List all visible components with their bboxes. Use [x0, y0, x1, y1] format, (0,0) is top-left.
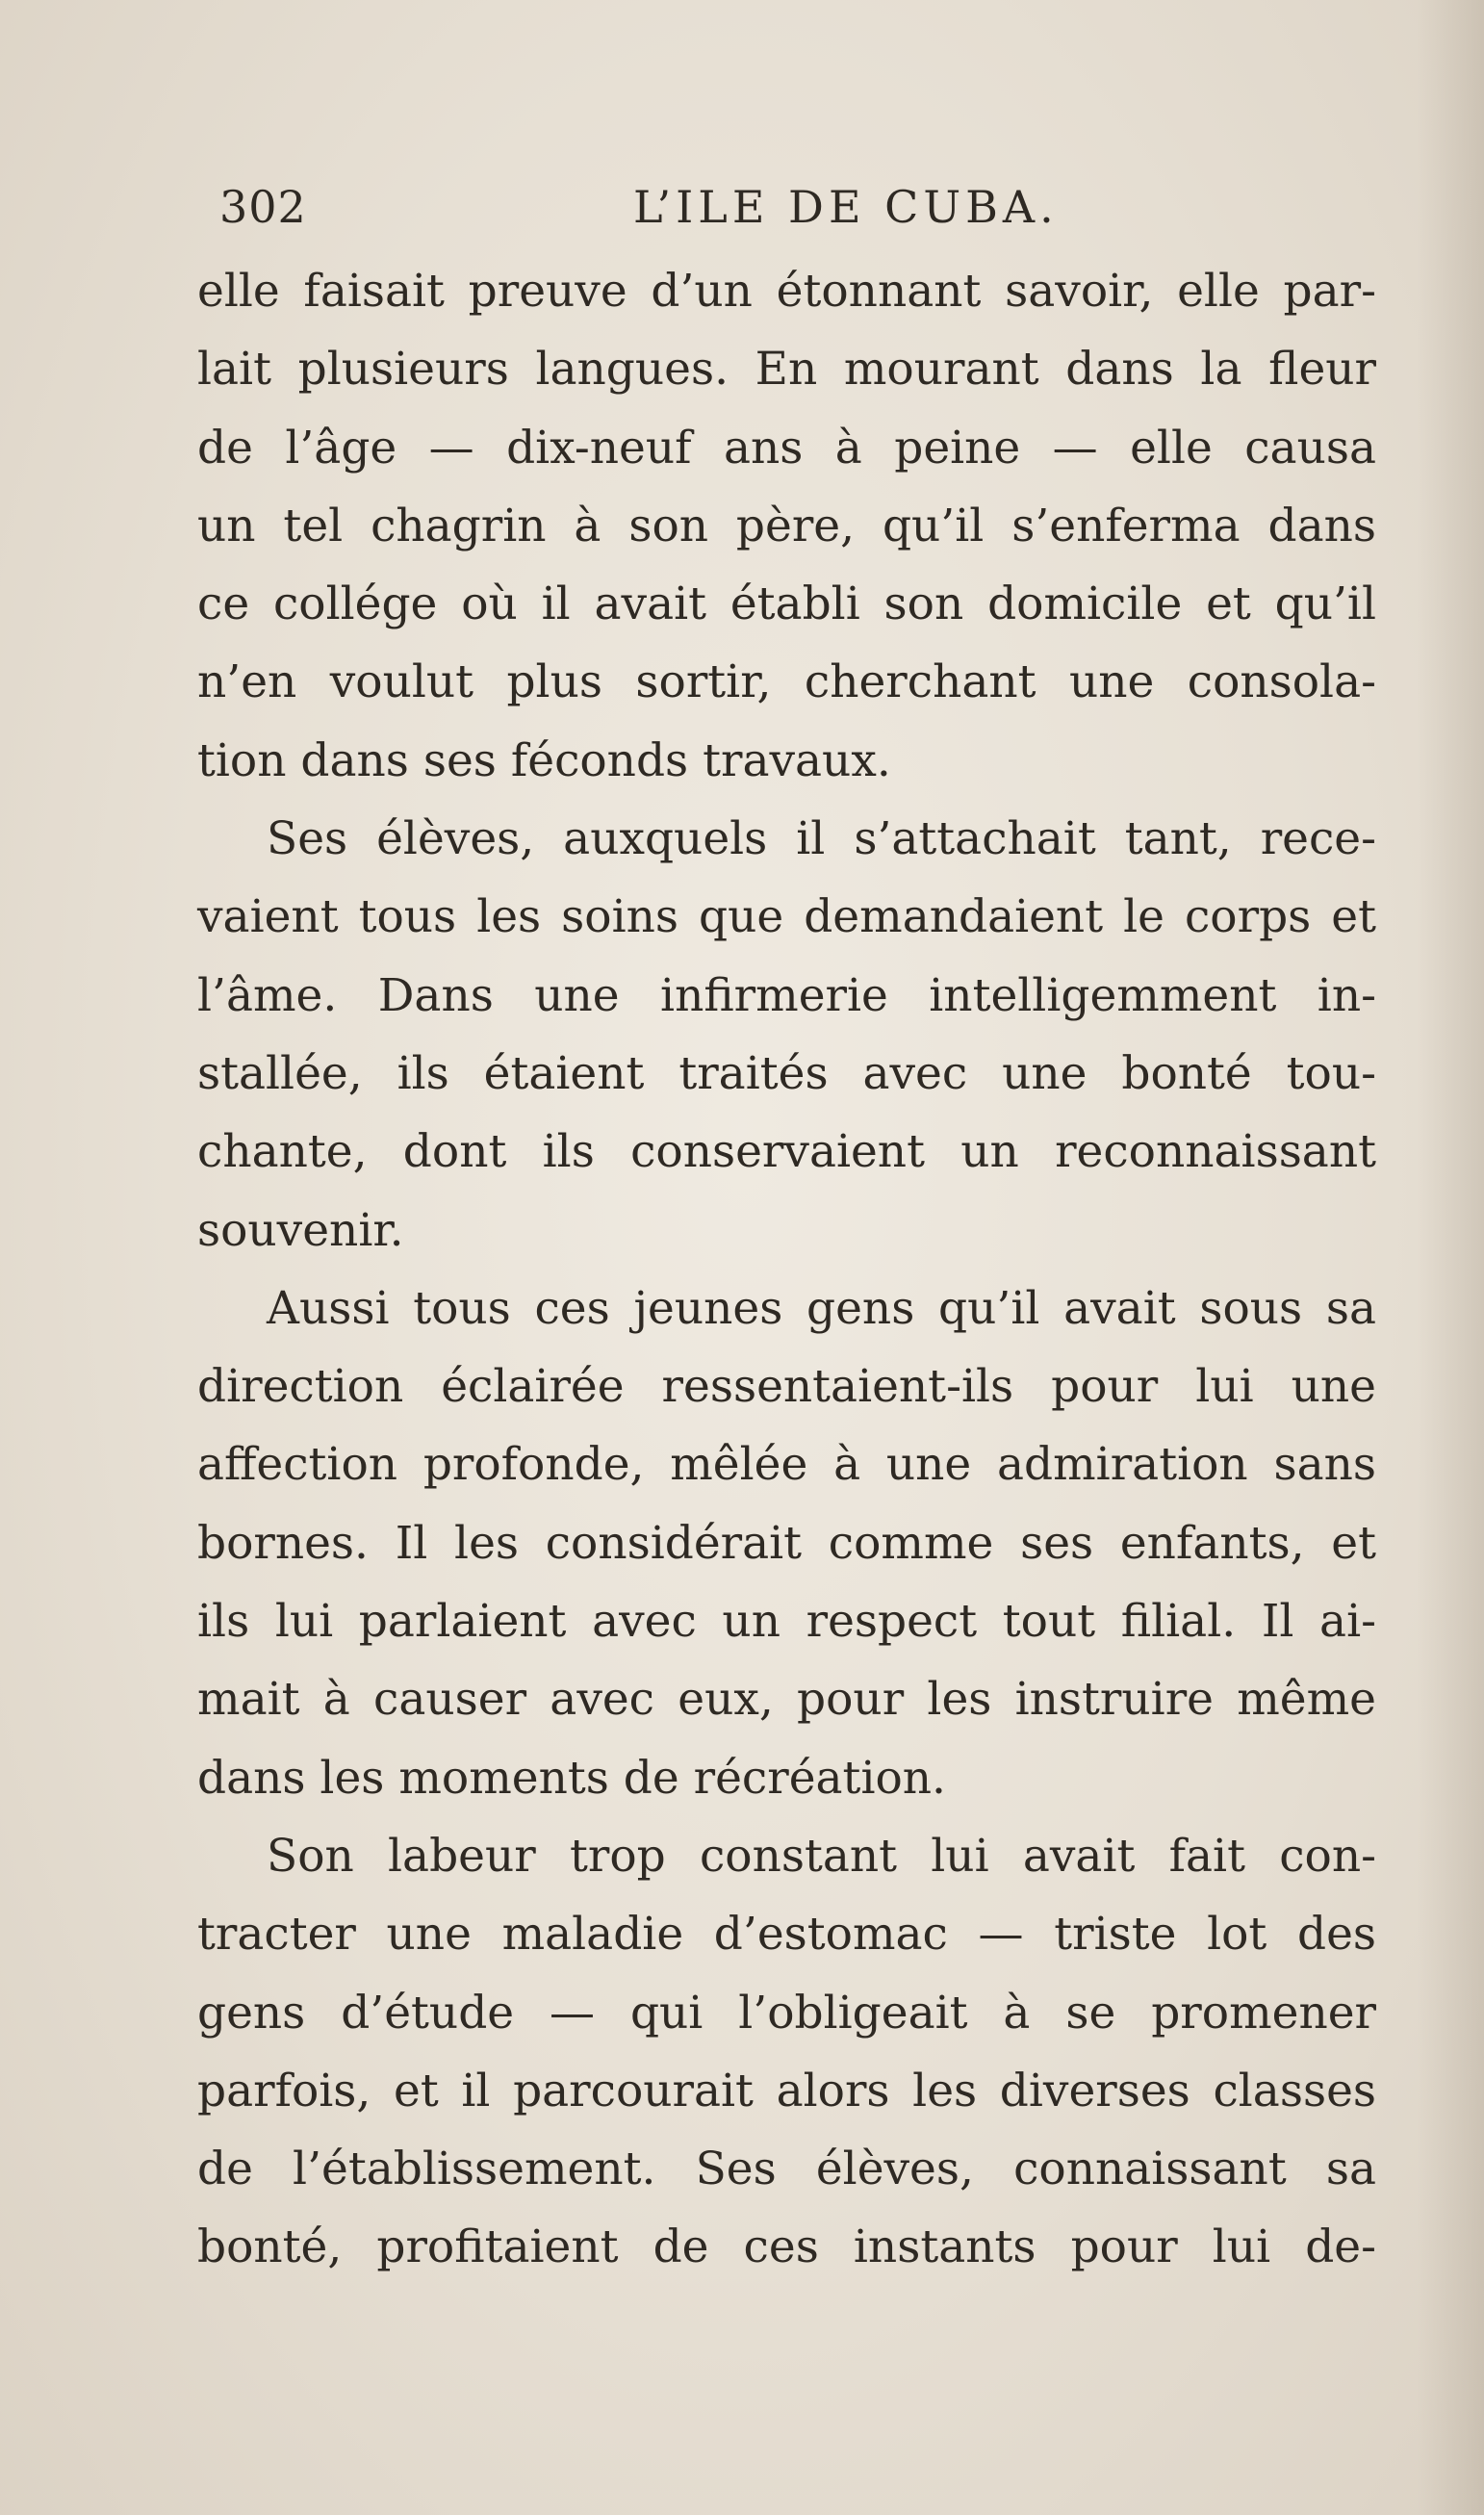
- text-line: mait à causer avec eux, pour les instruire même: [197, 1673, 1376, 1727]
- running-title: L’ILE DE CUBA.: [633, 181, 1059, 233]
- text-line: stallée, ils étaient traités avec une bonté tou-: [197, 1046, 1376, 1100]
- text-line: chante, dont ils conservaient un reconnaissant: [197, 1125, 1376, 1179]
- text-line: tracter une maladie d’estomac — triste lot des: [197, 1908, 1376, 1962]
- paragraph-start-line: Aussi tous ces jeunes gens qu’il avait sous sa: [267, 1281, 1376, 1335]
- paragraph-start-line: Son labeur trop constant lui avait fait con-: [267, 1829, 1376, 1883]
- text-line: bornes. Il les considérait comme ses enfants, et: [197, 1516, 1376, 1570]
- page-edge-shadow: [1417, 0, 1484, 2515]
- text-line: un tel chagrin à son père, qu’il s’enferma dans: [197, 499, 1376, 552]
- text-line: de l’âge — dix-neuf ans à peine — elle causa: [197, 421, 1376, 475]
- text-line: de l’établissement. Ses élèves, connaissant sa: [197, 2143, 1376, 2196]
- body-text: [197, 252, 1376, 2287]
- paragraph-end-line: dans les moments de récréation.: [197, 1751, 946, 1805]
- page-header: [219, 181, 1355, 239]
- text-line: bonté, profitaient de ces instants pour lui de-: [197, 2220, 1376, 2274]
- text-line: direction éclairée ressentaient-ils pour lui une: [197, 1360, 1376, 1414]
- text-line: parfois, et il parcourait alors les diverses classes: [197, 2064, 1376, 2117]
- text-line: vaient tous les soins que demandaient le corps et: [197, 890, 1376, 944]
- paragraph-start-line: Ses élèves, auxquels il s’attachait tant, rece-: [267, 812, 1376, 866]
- paragraph-end-line: souvenir.: [197, 1203, 404, 1257]
- text-line: lait plusieurs langues. En mourant dans la fleur: [197, 343, 1376, 397]
- text-line: ce collége où il avait établi son domicile et qu’il: [197, 577, 1376, 631]
- text-line: ils lui parlaient avec un respect tout filial. Il ai-: [197, 1595, 1376, 1649]
- text-line: gens d’étude — qui l’obligeait à se promener: [197, 1986, 1376, 2040]
- paragraph-end-line: tion dans ses féconds travaux.: [197, 733, 891, 787]
- page-number: 302: [219, 181, 307, 233]
- text-line: affection profonde, mêlée à une admiration sans: [197, 1438, 1376, 1492]
- text-line: n’en voulut plus sortir, cherchant une consola-: [197, 655, 1376, 709]
- text-line: l’âme. Dans une infirmerie intelligemment in-: [197, 968, 1376, 1022]
- text-line: elle faisait preuve d’un étonnant savoir, elle par-: [197, 265, 1376, 318]
